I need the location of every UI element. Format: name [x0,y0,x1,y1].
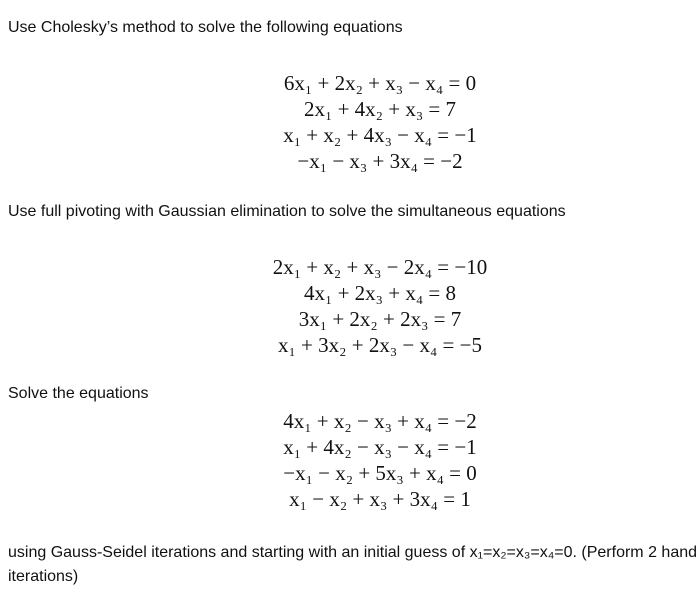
equation: x₁ + 4x₂ − x₃ − x₄ = −1 [283,435,477,459]
problem-3-note: using Gauss-Seidel iterations and starting with an initial guess of x₁=x₂=x₃=x₄=0. (Perform 2 hand iterations) [8,544,698,585]
equation: 2x₁ + 4x₂ + x₃ = 7 [304,97,456,121]
problem-1-equation-system [0,70,700,174]
equation: x₁ + 3x₂ + 2x₃ − x₄ = −5 [277,333,482,357]
equation: −x₁ − x₂ + 5x₃ + x₄ = 0 [283,461,477,485]
problem-2-instruction: Use full pivoting with Gaussian elimination to solve the simultaneous equations [8,203,566,220]
problem-2-equation-system [0,254,700,358]
equation: 2x₁ + x₂ + x₃ − 2x₄ = −10 [272,255,488,279]
problem-1-instruction: Use Cholesky’s method to solve the following equations [8,19,403,36]
equation: x₁ − x₂ + x₃ + 3x₄ = 1 [289,487,471,511]
equation: 4x₁ + x₂ − x₃ + x₄ = −2 [283,409,477,433]
equation: 6x₁ + 2x₂ + x₃ − x₄ = 0 [283,71,477,95]
equation: 4x₁ + 2x₃ + x₄ = 8 [304,281,456,305]
problem-3-instruction: Solve the equations [8,385,149,402]
equation: 3x₁ + 2x₂ + 2x₃ = 7 [298,307,462,331]
problem-3-equation-system [0,408,700,512]
equation: x₁ + x₂ + 4x₃ − x₄ = −1 [283,123,477,147]
equation: −x₁ − x₃ + 3x₄ = −2 [297,149,463,173]
